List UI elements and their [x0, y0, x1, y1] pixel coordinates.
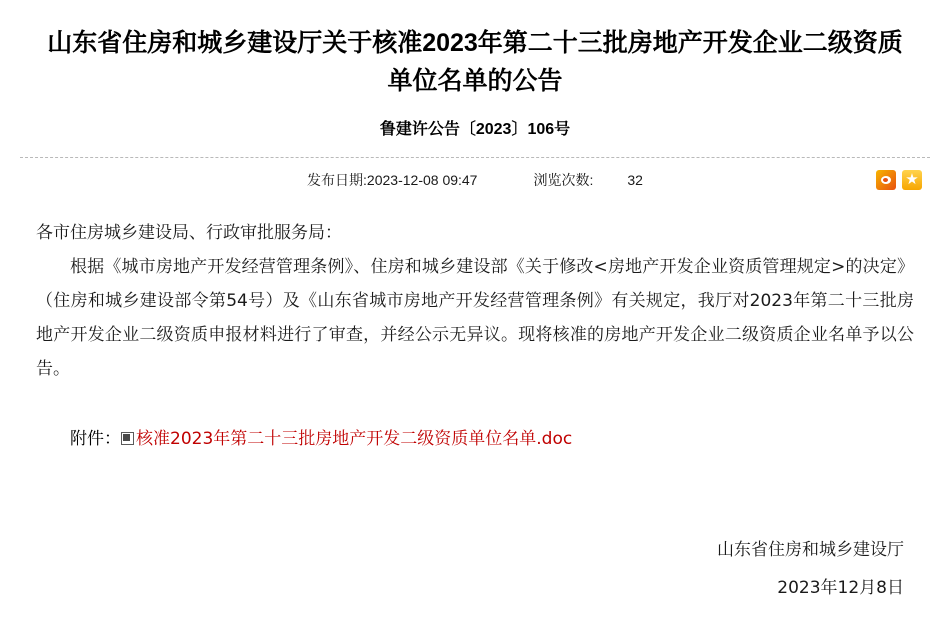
weibo-share-icon[interactable]: [876, 170, 896, 190]
meta-bar: [20, 157, 930, 202]
paragraph-salutation: 各市住房城乡建设局、行政审批服务局：: [36, 223, 342, 243]
attachment-row: [20, 422, 930, 456]
document-body: [20, 216, 930, 386]
attachment-label: 附件：: [70, 429, 121, 449]
view-count-group: [533, 170, 642, 190]
signature-block: [717, 531, 904, 607]
attachment-link[interactable]: 核准2023年第二十三批房地产开发二级资质单位名单.doc: [136, 429, 573, 449]
view-count-label: 浏览次数:: [533, 172, 594, 188]
page-title: 山东省住房和城乡建设厅关于核准2023年第二十三批房地产开发企业二级资质单位名单的公告: [47, 29, 903, 95]
signature-org: 山东省住房和城乡建设厅: [717, 540, 904, 560]
signature-date: 2023年12月8日: [777, 578, 904, 598]
publish-date: 发布日期:2023-12-08 09:47: [307, 172, 478, 188]
view-count-value: 32: [627, 172, 643, 188]
share-icons[interactable]: [876, 170, 922, 190]
doc-file-icon: [121, 432, 134, 445]
document-number: 鲁建许公告〔2023〕106号: [379, 121, 571, 138]
favorite-star-icon[interactable]: ★: [902, 170, 922, 190]
paragraph-main: 根据《城市房地产开发经营管理条例》、住房和城乡建设部《关于修改<房地产开发企业资质管理规定>的决定》（住房和城乡建设部令第54号）及《山东省城市房地产开发经营管理条例》有关规定，我厅对2023年第二十三批房地产开发企业二级资质申报材料进行了审查，并经公示无异议。现将核准的房地产开发企业二级资质企业名单予以公告。: [36, 257, 914, 379]
meta-inner: [307, 170, 643, 190]
